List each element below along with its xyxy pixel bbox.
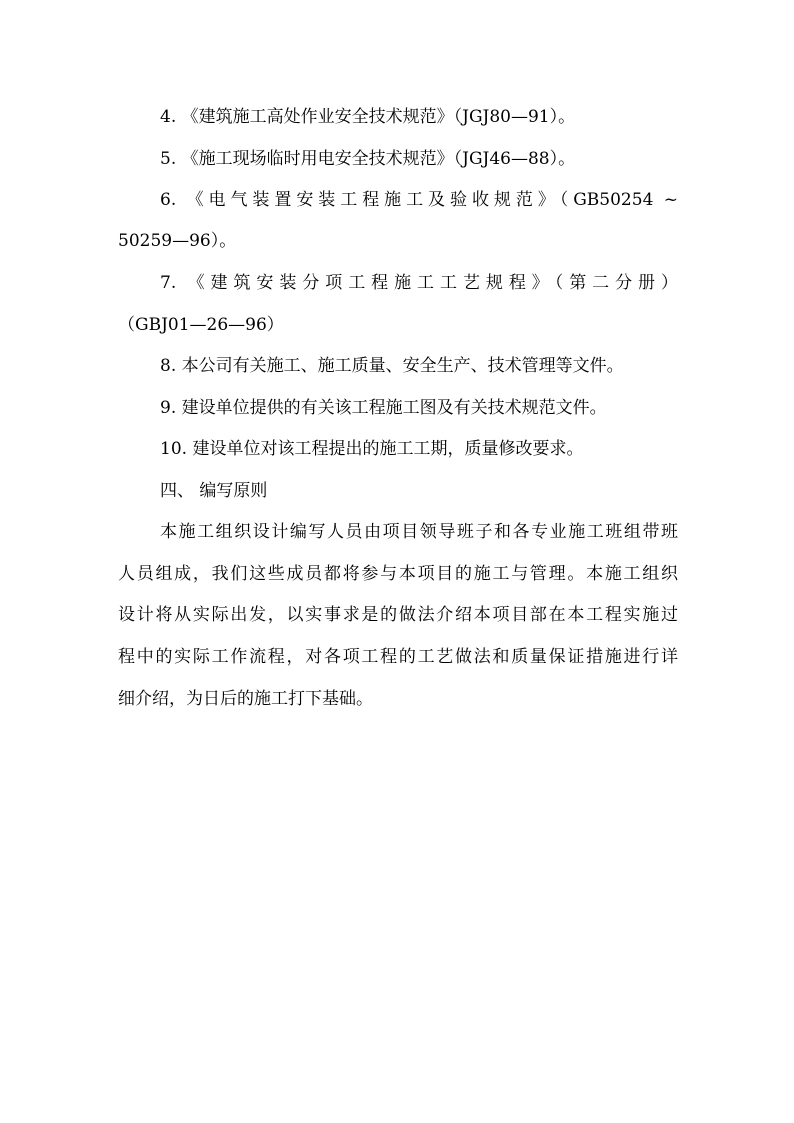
reference-item-4: 4. 《建筑施工高处作业安全技术规范》（JGJ80—91）。 [160,107,576,127]
reference-item-5: 5. 《施工现场临时用电安全技术规范》（JGJ46—88）。 [160,149,576,169]
reference-item-9: 9. 建设单位提供的有关该工程施工图及有关技术规范文件。 [160,398,607,418]
paragraph-line-1: 本施工组织设计编写人员由项目领导班子和各专业施工班组带班 [160,522,678,542]
paragraph-line-4: 程中的实际工作流程，对各项工程的工艺做法和质量保证措施进行详 [118,647,678,667]
paragraph-line-2: 人员组成，我们这些成员都将参与本项目的施工与管理。本施工组织 [118,564,678,584]
section-heading: 四、 编写原则 [160,481,268,501]
reference-item-8: 8. 本公司有关施工、施工质量、安全生产、技术管理等文件。 [160,356,624,376]
reference-item-6-line-1: 6. 《电气装置安装工程施工及验收规范》（GB50254 ~ [160,190,678,210]
paragraph-line-5: 细介绍，为日后的施工打下基础。 [118,689,373,709]
reference-item-7-line-2: （GBJ01—26—96） [118,315,284,335]
reference-item-10: 10. 建设单位对该工程提出的施工工期，质量修改要求。 [160,439,584,459]
reference-item-6-line-2: 50259—96）。 [118,231,237,251]
reference-item-7-line-1: 7. 《建筑安装分项工程施工工艺规程》（第二分册） [160,273,678,293]
paragraph-line-3: 设计将从实际出发，以实事求是的做法介绍本项目部在本工程实施过 [118,605,678,625]
